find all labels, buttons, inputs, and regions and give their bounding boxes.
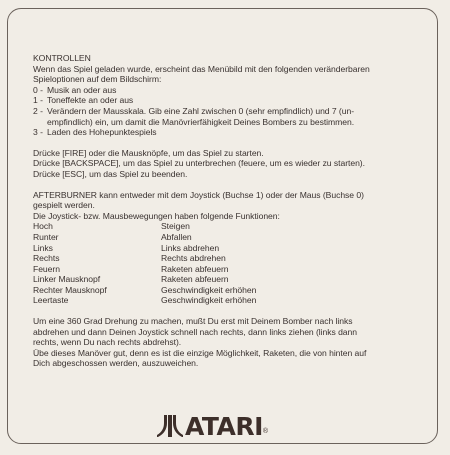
function-input: Linker Mausknopf: [33, 274, 101, 285]
document-body: [33, 53, 413, 369]
function-input: Hoch: [33, 221, 53, 232]
tip-text: Dich abgeschossen werden, auszuweichen.: [33, 358, 199, 369]
function-action: Raketen abfeuern: [161, 274, 229, 285]
function-action: Geschwindigkeit erhöhen: [161, 284, 257, 295]
afterburner-text: Die Joystick- bzw. Mausbewegungen haben folgende Funktionen:: [33, 210, 280, 221]
registered-mark: ®: [262, 428, 269, 435]
intro-line: Wenn das Spiel geladen wurde, erscheint das Menübild mit den folgenden veränderbaren: [33, 63, 370, 74]
option-item: [33, 85, 413, 96]
tip-text: abdrehen und dann Deinen Joystick schnell nach rechts, dann links ziehen (links dann: [33, 326, 358, 337]
function-action: Raketen abfeuern: [161, 263, 229, 274]
function-row: [33, 221, 413, 232]
function-row: [33, 285, 413, 296]
function-input: Runter: [33, 231, 59, 242]
option-number: 0 -: [33, 84, 43, 95]
option-text: Musik an oder aus: [47, 84, 117, 95]
function-row: [33, 264, 413, 275]
section-heading: KONTROLLEN: [33, 53, 91, 63]
option-item: [33, 127, 413, 138]
afterburner-text: AFTERBURNER kann entweder mit dem Joystick (Buchse 1) oder der Maus (Buchse 0): [33, 189, 364, 200]
function-row: [33, 253, 413, 264]
option-number: 1 -: [33, 95, 43, 106]
function-action: Rechts abdrehen: [161, 253, 226, 264]
key-instruction: Drücke [BACKSPACE], um das Spiel zu unterbrechen (feuere, um es wieder zu starten).: [33, 158, 365, 169]
function-action: Links abdrehen: [161, 242, 220, 253]
function-row: [33, 243, 413, 254]
function-row: [33, 274, 413, 285]
function-row: [33, 295, 413, 306]
intro-line: Spieloptionen auf dem Bildschirm:: [33, 74, 162, 85]
option-number: 2 -: [33, 105, 43, 116]
function-input: Rechter Mausknopf: [33, 284, 107, 295]
option-text: Verändern der Mausskala. Gib eine Zahl zwischen 0 (sehr empfindlich) und 7 (un-: [47, 105, 355, 116]
key-instruction: Drücke [ESC], um das Spiel zu beenden.: [33, 168, 188, 179]
option-number: 3 -: [33, 127, 43, 138]
fuji-icon: [157, 414, 183, 438]
atari-logo: [157, 411, 268, 441]
tip-text: rechts, wenn Du nach rechts abdrehst).: [33, 337, 182, 348]
option-item: [33, 95, 413, 106]
function-input: Leertaste: [33, 295, 69, 306]
function-input: Links: [33, 242, 53, 253]
logo-wordmark: ATARI: [185, 411, 263, 441]
option-text: Laden des Hohepunktespiels: [47, 127, 157, 138]
options-list: [33, 85, 413, 138]
function-action: Steigen: [161, 221, 190, 232]
function-input: Feuern: [33, 263, 60, 274]
function-table: [33, 221, 413, 306]
tip-text: Um eine 360 Grad Drehung zu machen, mußt Du erst mit Deinem Bomber nach links: [33, 316, 353, 327]
function-input: Rechts: [33, 253, 60, 264]
afterburner-text: gespielt werden.: [33, 200, 95, 211]
function-action: Abfallen: [161, 231, 192, 242]
option-text-continued: empfindlich) ein, um damit die Manövrierfähigkeit Deines Bombers zu bestimmen.: [47, 116, 355, 127]
option-text: Toneffekte an oder aus: [47, 95, 134, 106]
function-row: [33, 232, 413, 243]
tip-text: Übe dieses Manöver gut, denn es ist die einzige Möglichkeit, Raketen, die von hinten auf: [33, 347, 367, 358]
key-instruction: Drücke [FIRE] oder die Mausknöpfe, um das Spiel zu starten.: [33, 147, 264, 158]
function-action: Geschwindigkeit erhöhen: [161, 295, 257, 306]
option-item: [33, 106, 413, 117]
